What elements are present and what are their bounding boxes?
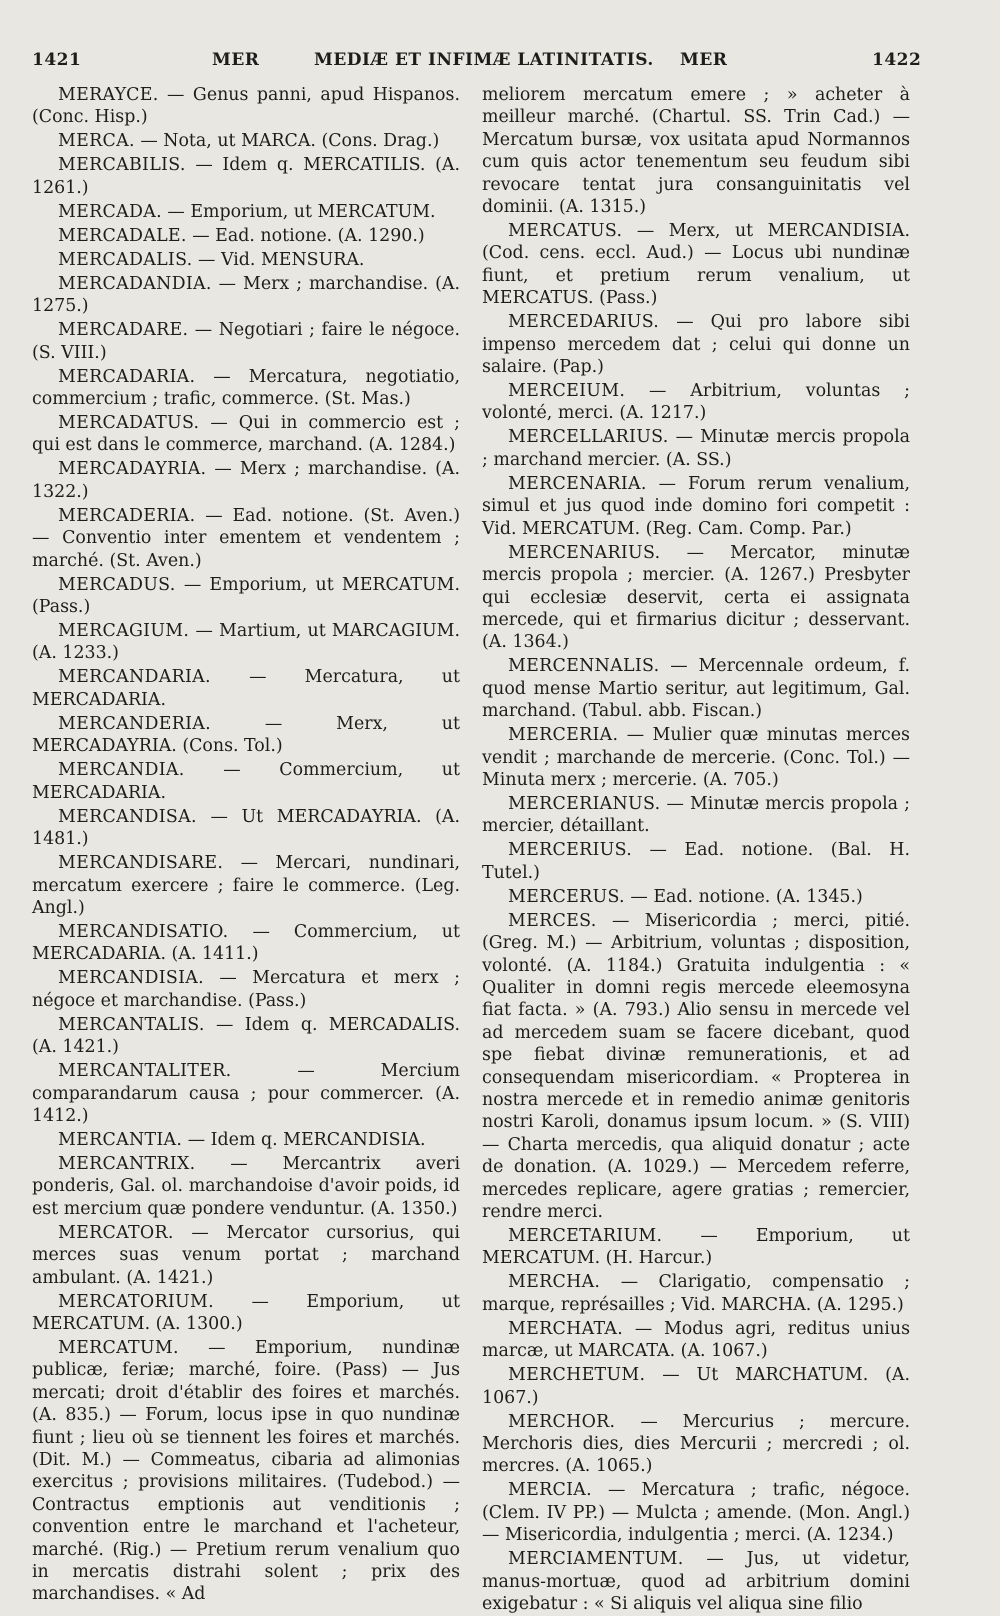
entry-headword: MERCANDISA. (58, 806, 197, 827)
dictionary-entry (32, 574, 460, 619)
dictionary-entry (482, 220, 910, 310)
entry-definition: — Merx ; marchandise. (A. 1275.) (32, 273, 460, 317)
entry-definition: — Vid. MENSURA. (198, 249, 365, 270)
entry-headword: MERCATORIUM. (58, 1291, 214, 1312)
dictionary-entry (32, 201, 460, 223)
entry-headword: MERCANDARIA. (58, 667, 211, 688)
entry-definition: — Emporium, ut MERCATUM. (167, 201, 436, 222)
entry-definition: — Merx, ut MERCANDISIA. (Cod. cens. eccl. Aud.) — Locus ubi nundinæ fiunt, et pretium rerum venalium, ut MERCATUS. (Pass.) (482, 221, 911, 309)
entry-headword: MERCA. (58, 131, 135, 152)
dictionary-entry (482, 380, 910, 425)
dictionary-entry (482, 1318, 910, 1363)
dictionary-entry (482, 426, 910, 471)
entry-headword: MERAYCE. (58, 85, 159, 105)
entry-definition: — Ut MARCHATUM. (A. 1067.) (482, 1365, 910, 1408)
entry-definition: — Idem q. MERCANDISIA. (187, 1129, 426, 1150)
right-column (482, 84, 911, 1615)
entry-definition: — Ut MERCADAYRIA. (A. 1481.) (32, 806, 461, 850)
entry-definition: — Modus agri, reditus unius marcæ, ut MARCATA. (A. 1067.) (482, 1318, 910, 1362)
entry-definition: — Idem q. MERCADALIS. (A. 1421.) (32, 1014, 461, 1058)
entry-definition: — Qui in commercio est ; qui est dans le commerce, marchand. (A. 1284.) (32, 413, 460, 456)
headword-guide-left: MER (212, 50, 260, 70)
entry-definition: meliorem mercatum emere ; » acheter à meilleur marché. (Chartul. SS. Trin Cad.) — Mercatum bursæ, vox usitata apud Normannos cum quis actor tenementum seu feudum sibi revocare tentat jura consanguinitatis vel dominii. (A. 1315.) (482, 85, 910, 218)
entry-definition: — Ead. notione. (A. 1290.) (192, 225, 425, 246)
entry-definition: — Mulier quæ minutas merces vendit ; marchande de mercerie. (Conc. Tol.) — Minuta merx ; mercerie. (A. 705.) (482, 725, 910, 790)
dictionary-entry (482, 724, 910, 791)
entry-definition: — Emporium, ut MERCATUM. (H. Harcur.) (482, 1226, 910, 1269)
dictionary-entry (32, 852, 460, 919)
entry-definition: — Merx, ut MERCADAYRIA. (Cons. Tol.) (32, 713, 460, 757)
dictionary-entry (32, 1222, 460, 1289)
entry-definition: — Ead. notione. (St. Aven.) — Conventio inter ementem et vendentem ; marché. (St. Aven.) (32, 505, 461, 571)
dictionary-entry (32, 154, 460, 199)
entry-definition: — Emporium, ut MERCATUM. (Pass.) (32, 574, 460, 618)
entry-definition: — Jus, ut videtur, manus-mortuæ, quod ad arbitrium domini exigebatur : « Si aliquis vel aliqua sine filio (482, 1549, 911, 1615)
entry-definition: — Mercator, minutæ mercis propola ; mercier. (A. 1267.) Presbyter qui ecclesiæ deservit, certa ei assignata mercede, qui et firmarius dicitur ; desservant. (A. 1364.) (482, 542, 910, 653)
dictionary-entry (482, 886, 910, 908)
entry-headword: MERCANTALIS. (58, 1014, 205, 1035)
entry-headword: MERCENARIUS. (508, 542, 661, 563)
dictionary-entry (32, 225, 460, 247)
entry-headword: MERCADARIA. (58, 366, 196, 387)
entry-headword: MERCATOR. (58, 1222, 174, 1243)
entry-headword: MERCANTIA. (58, 1129, 183, 1150)
entry-definition: — Martium, ut MARCAGIUM. (A. 1233.) (32, 621, 460, 664)
entry-headword: MERCANDERIA. (58, 713, 211, 734)
entry-headword: MERCHOR. (508, 1411, 616, 1432)
entry-definition: — Genus panni, apud Hispanos. (Conc. Hisp.) (32, 85, 460, 128)
entry-headword: MERCERIA. (508, 725, 619, 746)
dictionary-entry (482, 839, 910, 884)
entry-headword: MERCABILIS. (58, 155, 186, 176)
dictionary-entry (482, 910, 910, 1224)
entry-headword: MERCANTRIX. (58, 1153, 196, 1174)
running-header (32, 50, 922, 76)
dictionary-entry (32, 620, 460, 665)
entry-definition: — Emporium, ut MERCATUM. (A. 1300.) (32, 1291, 460, 1334)
dictionary-entry (32, 412, 460, 457)
dictionary-entry (482, 1271, 910, 1316)
dictionary-entry (32, 319, 460, 364)
dictionary-entry (482, 473, 910, 540)
entry-definition: — Misericordia ; merci, pitié. (Greg. M.) — Arbitrium, voluntas ; disposition, volonté. (A. 1184.) Gratuita indulgentia : « Qualiter in domni regis mercede eleemosyna fiat facta. » (A. 793.) Alio sensu in mercede vel ad mercedem suam se facere dicebant, quod spe fiebat divinæ remunerationis, et ad consequendam misericordiam. « Propterea in nostra mercede et in remedio animæ genitoris nostri Karoli, donamus ipsum locum. » (S. VIII) — Charta mercedis, qua aliquid donatur ; acte de donation. (A. 1029.) — Mercedem referre, mercedes replicare, agere gratias ; remercier, rendre merci. (482, 910, 910, 1223)
entry-definition: — Mercatura, ut MERCADARIA. (32, 667, 460, 710)
entry-headword: MERCERUS. (508, 886, 625, 907)
entry-definition: — Nota, ut MARCA. (Cons. Drag.) (140, 131, 440, 152)
entry-headword: MERCHATA. (508, 1318, 624, 1339)
dictionary-entry (32, 1014, 460, 1059)
entry-definition: — Mercurius ; mercure. Merchoris dies, dies Mercurii ; mercredi ; ol. mercres. (A. 1065.) (482, 1411, 910, 1477)
entry-headword: MERCES. (508, 910, 597, 931)
entry-definition: — Commercium, ut MERCADARIA. (32, 760, 460, 803)
dictionary-entry (482, 311, 910, 378)
dictionary-entry (482, 84, 910, 218)
entry-headword: MERCADALIS. (58, 249, 193, 270)
entry-headword: MERCADUS. (58, 574, 176, 595)
entry-definition: — Commercium, ut MERCADARIA. (A. 1411.) (32, 921, 460, 965)
entry-headword: MERCADA. (58, 201, 162, 222)
dictionary-entry (32, 713, 460, 758)
entry-definition: — Mercantrix averi ponderis, Gal. ol. marchandoise d'avoir poids, id est mercium quæ pondere venduntur. (A. 1350.) (32, 1153, 461, 1219)
entry-headword: MERCADERIA. (58, 505, 196, 526)
page-number-right: 1422 (872, 50, 922, 70)
page-number-left: 1421 (32, 50, 82, 70)
entry-definition: — Mercatura et merx ; négoce et marchandise. (Pass.) (32, 968, 461, 1011)
dictionary-entry (32, 806, 460, 851)
entry-headword: MERCADALE. (58, 225, 187, 246)
dictionary-entry (32, 130, 460, 152)
entry-headword: MERCAGIUM. (58, 621, 190, 642)
entry-headword: MERCANDISATIO. (58, 921, 229, 942)
entry-headword: MERCEDARIUS. (508, 312, 660, 333)
entry-definition: — Negotiari ; faire le négoce. (S. VIII.) (32, 320, 460, 363)
dictionary-entry (32, 249, 460, 271)
entry-headword: MERCATUS. (508, 221, 623, 242)
dictionary-entry (482, 793, 910, 838)
entry-headword: MERCHETUM. (508, 1365, 646, 1386)
entry-headword: MERCERIUS. (508, 840, 633, 861)
dictionary-entry (32, 759, 460, 804)
dictionary-entry (32, 1337, 460, 1606)
entry-definition: — Clarigatio, compensatio ; marque, représailles ; Vid. MARCHA. (A. 1295.) (482, 1272, 910, 1315)
dictionary-entry (32, 1291, 460, 1336)
entry-definition: — Ead. notione. (Bal. H. Tutel.) (482, 840, 910, 883)
entry-definition: — Arbitrium, voluntas ; volonté, merci. (A. 1217.) (482, 381, 911, 424)
entry-headword: MERCIAMENTUM. (508, 1549, 684, 1570)
entry-definition: — Mercari, nundinari, mercatum exercere ; faire le commerce. (Leg. Angl.) (32, 853, 461, 918)
entry-definition: — Forum rerum venalium, simul et jus quod inde domino fori competit : Vid. MERCATUM. (Reg. Cam. Comp. Par.) (482, 473, 911, 539)
entry-headword: MERCELLARIUS. (508, 427, 669, 448)
entry-headword: MERCANDIA. (58, 760, 185, 781)
dictionary-entry (32, 967, 460, 1012)
dictionary-entry (32, 1129, 460, 1151)
left-column (32, 84, 461, 1605)
entry-definition: — Mercium comparandarum causa ; pour commercer. (A. 1412.) (32, 1061, 460, 1126)
entry-headword: MERCADAYRIA. (58, 459, 207, 480)
entry-headword: MERCERIANUS. (508, 793, 661, 814)
dictionary-entry (32, 1153, 460, 1220)
entry-headword: MERCANDISIA. (58, 968, 204, 989)
dictionary-entry (482, 1364, 910, 1409)
dictionary-entry (482, 1548, 910, 1615)
entry-definition: — Minutæ mercis propola ; marchand mercier. (A. SS.) (482, 427, 911, 470)
entry-headword: MERCADANDIA. (58, 273, 212, 294)
entry-definition: — Mercatura, negotiatio, commercium ; trafic, commerce. (St. Mas.) (32, 366, 460, 410)
entry-definition: — Merx ; marchandise. (A. 1322.) (32, 459, 460, 502)
entry-headword: MERCEIUM. (508, 381, 626, 402)
dictionary-entry (32, 84, 460, 129)
entry-definition: — Ead. notione. (A. 1345.) (630, 886, 863, 907)
dictionary-entry (482, 655, 910, 722)
dictionary-entry (32, 921, 460, 966)
entry-headword: MERCIA. (508, 1480, 592, 1501)
entry-definition: — Mercatura ; trafic, négoce. (Clem. IV PP.) — Mulcta ; amende. (Mon. Angl.) — Misericordia, indulgentia ; merci. (A. 1234.) (482, 1480, 910, 1546)
entry-headword: MERCANTALITER. (58, 1061, 232, 1082)
entry-headword: MERCANDISARE. (58, 853, 224, 874)
entry-headword: MERCATUM. (58, 1337, 179, 1358)
entry-definition: — Qui pro labore sibi impenso mercedem dat ; celui qui donne un salaire. (Pap.) (482, 312, 910, 378)
running-title: MEDIÆ ET INFIMÆ LATINITATIS. (314, 50, 654, 70)
dictionary-entry (32, 666, 460, 711)
entry-definition: — Minutæ mercis propola ; mercier, détaillant. (482, 793, 910, 837)
dictionary-entry (32, 505, 460, 572)
dictionary-entry (482, 1411, 910, 1478)
dictionary-entry (32, 458, 460, 503)
entry-headword: MERCHA. (508, 1272, 601, 1293)
entry-headword: MERCETARIUM. (508, 1226, 663, 1247)
dictionary-entry (482, 1479, 910, 1546)
entry-definition: — Mercator cursorius, qui merces suas venum portat ; marchand ambulant. (A. 1421.) (32, 1222, 460, 1288)
entry-headword: MERCADARE. (58, 320, 189, 341)
dictionary-entry (32, 366, 460, 411)
entry-definition: — Emporium, nundinæ publicæ, feriæ; marché, foire. (Pass) — Jus mercati; droit d'établir des foires et marchés. (A. 835.) — Forum, locus ipse in quo nundinæ fiunt ; lieu où se tiennent les foires et marchés. (Dit. M.) — Commeatus, cibaria ad alimonias exercitus ; provisions militaires. (Tudebod.) — Contractus emptionis aut venditionis ; convention entre le marchand et l'acheteur, marché. (Rig.) — Pretium rerum venalium quo in mercatis distrahi solent ; prix des marchandises. « Ad (32, 1337, 460, 1605)
dictionary-entry (482, 542, 910, 654)
entry-definition: — Mercennale ordeum, f. quod mense Martio seritur, aut legitimum, Gal. marchand. (Tabul. abb. Fiscan.) (482, 656, 911, 722)
dictionary-entry (482, 1225, 910, 1270)
entry-headword: MERCENNALIS. (508, 656, 660, 677)
dictionary-entry (32, 1060, 460, 1127)
entry-headword: MERCENARIA. (508, 473, 647, 494)
entry-definition: — Idem q. MERCATILIS. (A. 1261.) (32, 155, 460, 198)
headword-guide-right: MER (680, 50, 728, 70)
dictionary-entry (32, 273, 460, 318)
entry-headword: MERCADATUS. (58, 413, 200, 434)
